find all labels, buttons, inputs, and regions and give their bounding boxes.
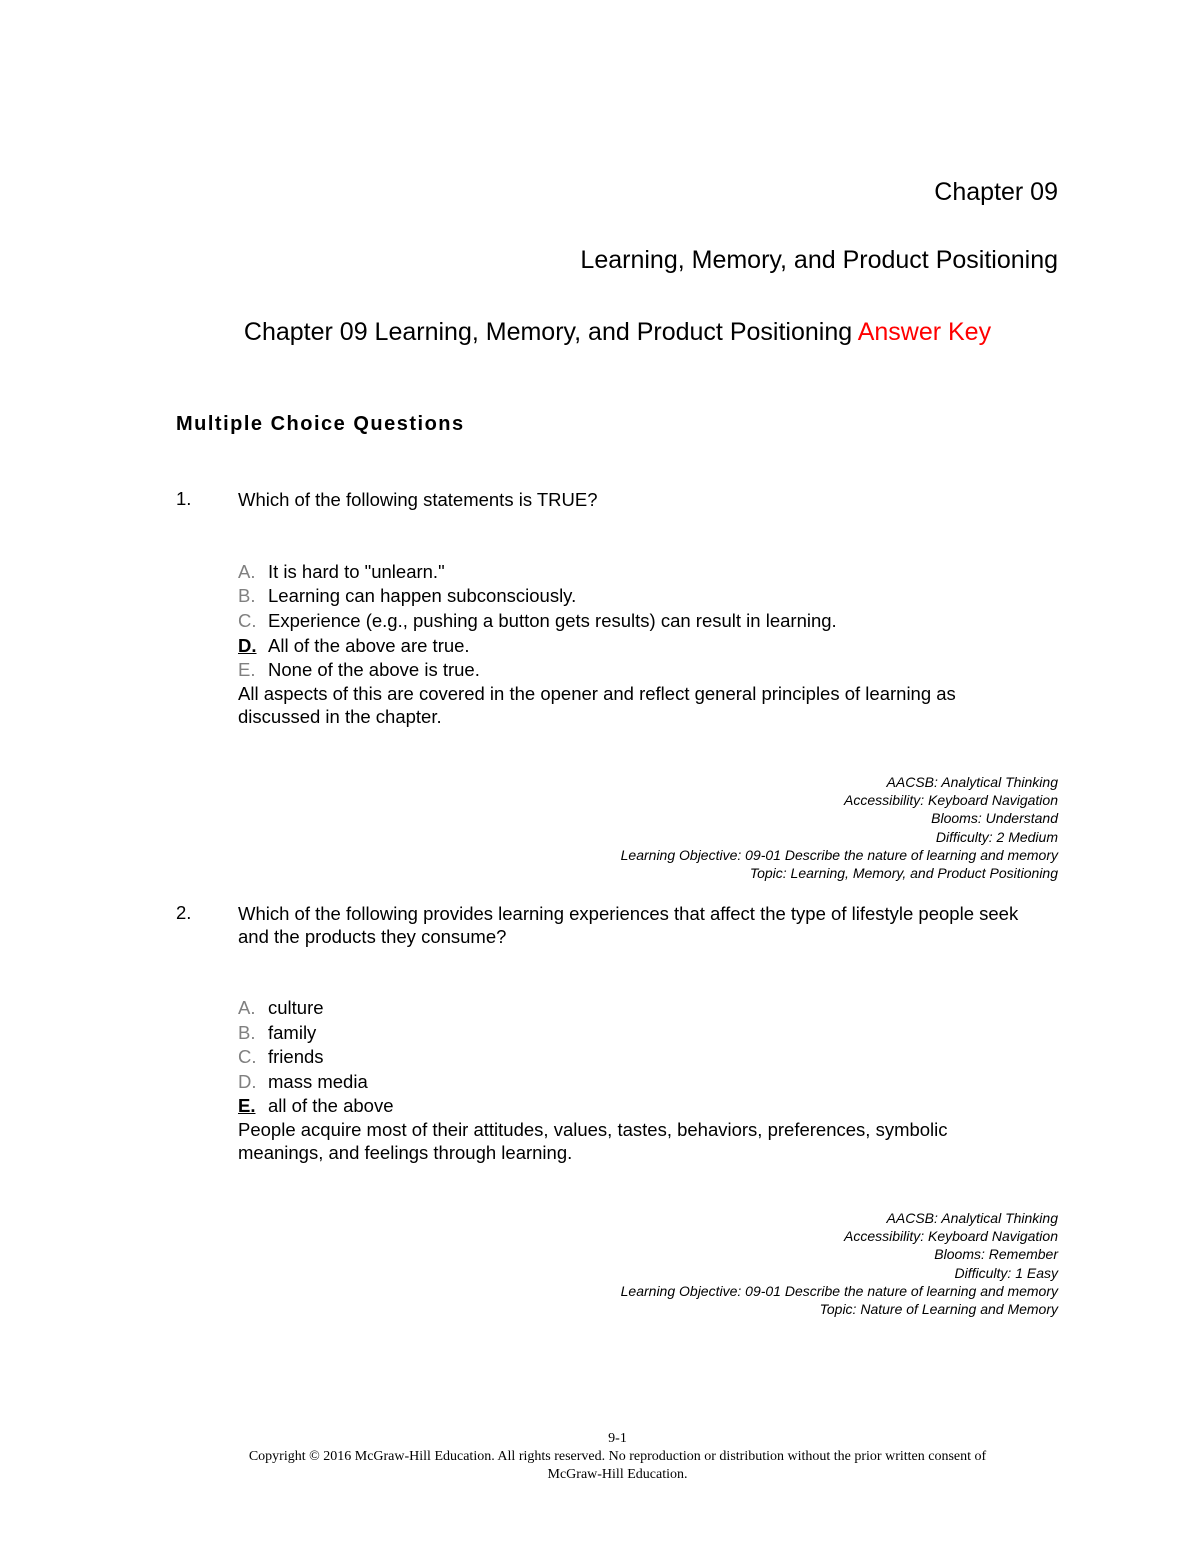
meta-blooms: Blooms: Understand (931, 810, 1058, 827)
option-letter: A. (238, 997, 256, 1018)
option-letter: B. (238, 1022, 256, 1043)
meta-topic: Topic: Nature of Learning and Memory (819, 1301, 1058, 1318)
section-heading: Multiple Choice Questions (176, 413, 465, 435)
copyright-line-1: Copyright © 2016 McGraw-Hill Education. All rights reserved. No reproduction or distribution without the prior written consent of (248, 1449, 987, 1464)
option-text: mass media (268, 1071, 368, 1092)
option-c (238, 609, 837, 632)
option-a (238, 560, 445, 583)
option-text: None of the above is true. (268, 659, 480, 680)
page-footer (0, 1430, 1200, 1484)
option-letter: D. (238, 1071, 257, 1092)
meta-difficulty: Difficulty: 1 Easy (954, 1264, 1058, 1281)
question-number: 2. (176, 902, 192, 923)
option-text: all of the above (268, 1095, 394, 1116)
meta-aacsb: AACSB: Analytical Thinking (886, 774, 1058, 790)
question-text: Which of the following statements is TRUE? (238, 489, 598, 510)
page-number: 9-1 (608, 1431, 627, 1446)
chapter-label: Chapter 09 (934, 178, 1058, 206)
meta-accessibility: Accessibility: Keyboard Navigation (844, 1228, 1058, 1245)
option-b (238, 1021, 316, 1044)
explanation: All aspects of this are covered in the opener and reflect general principles of learning as discussed in the chapter. (238, 683, 956, 727)
copyright-line-2: McGraw-Hill Education. (547, 1467, 688, 1482)
option-b (238, 584, 576, 607)
option-text: All of the above are true. (268, 635, 470, 656)
option-letter: A. (238, 561, 256, 582)
meta-topic: Topic: Learning, Memory, and Product Positioning (749, 865, 1058, 882)
title-main: Chapter 09 Learning, Memory, and Product Positioning (243, 318, 858, 346)
meta-aacsb: AACSB: Analytical Thinking (886, 1210, 1058, 1226)
question-metadata (458, 773, 1058, 882)
option-text: culture (268, 997, 324, 1018)
option-text: family (268, 1022, 317, 1043)
meta-learning-objective: Learning Objective: 09-01 Describe the nature of learning and memory (620, 846, 1058, 863)
option-letter: B. (238, 585, 256, 606)
option-letter-correct: D. (238, 635, 257, 656)
meta-blooms: Blooms: Remember (934, 1246, 1058, 1263)
option-text: Learning can happen subconsciously. (268, 585, 577, 606)
chapter-subtitle: Learning, Memory, and Product Positioning (580, 246, 1058, 274)
question-text: Which of the following provides learning experiences that affect the type of lifestyle people seek and the products they consume? (238, 903, 1019, 947)
meta-difficulty: Difficulty: 2 Medium (935, 828, 1058, 845)
answer-key-title (0, 318, 1200, 347)
option-letter: C. (238, 1046, 257, 1067)
option-letter: C. (238, 610, 257, 631)
meta-accessibility: Accessibility: Keyboard Navigation (844, 792, 1058, 809)
option-a (238, 996, 324, 1019)
option-d (238, 1070, 368, 1093)
option-text: friends (268, 1046, 324, 1067)
option-letter: E. (238, 659, 256, 680)
option-text: It is hard to "unlearn." (268, 561, 445, 582)
meta-learning-objective: Learning Objective: 09-01 Describe the nature of learning and memory (620, 1282, 1058, 1299)
option-e-correct (238, 1094, 393, 1117)
option-text: Experience (e.g., pushing a button gets results) can result in learning. (268, 610, 837, 631)
explanation: People acquire most of their attitudes, values, tastes, behaviors, preferences, symbolic meanings, and feelings through learning. (238, 1119, 948, 1163)
option-letter-correct: E. (238, 1095, 256, 1116)
question-number: 1. (176, 488, 192, 509)
question-metadata (458, 1209, 1058, 1318)
option-e (238, 658, 480, 681)
option-d-correct (238, 634, 470, 657)
title-answer-key: Answer Key (857, 318, 992, 346)
option-c (238, 1045, 324, 1068)
